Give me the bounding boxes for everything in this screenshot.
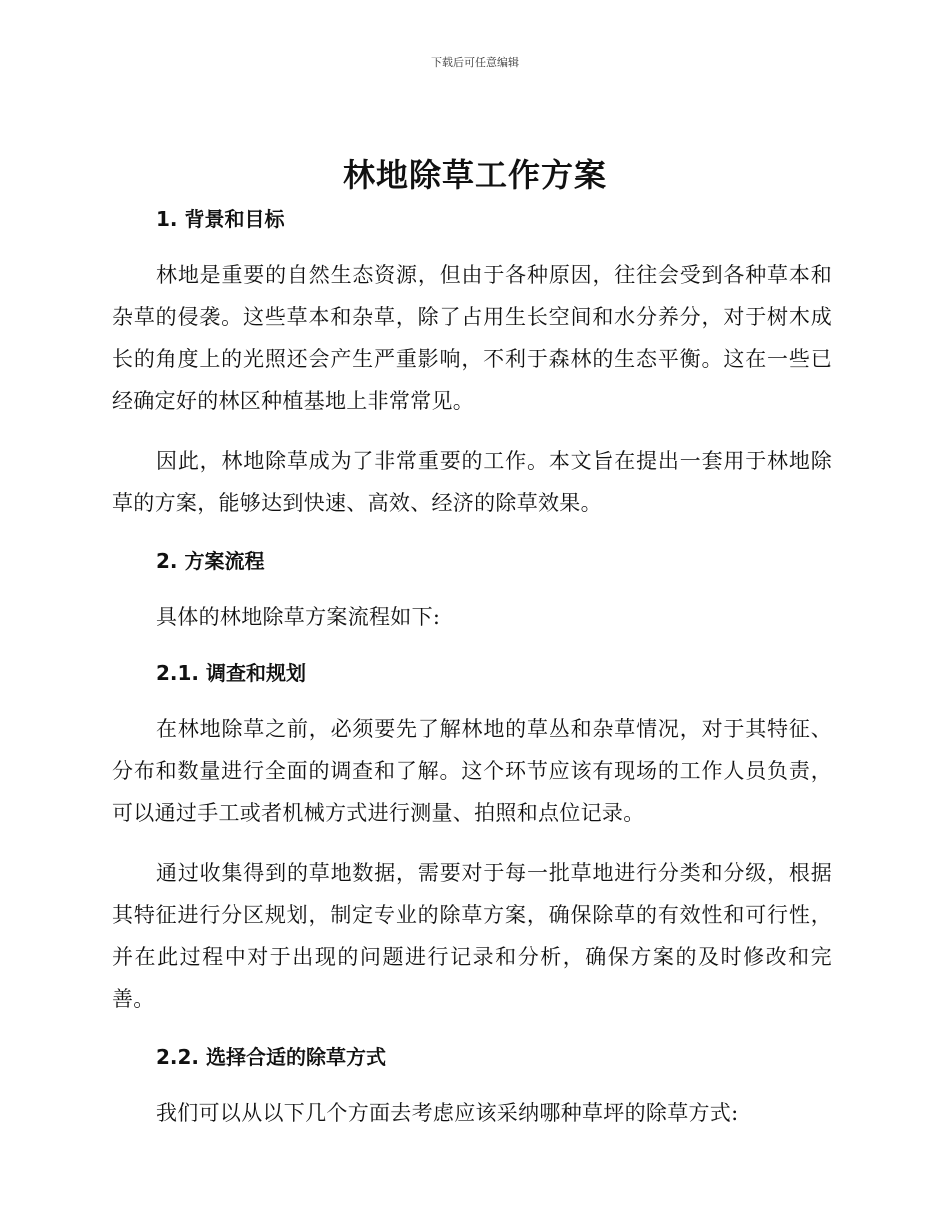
document-body bbox=[112, 202, 832, 1134]
document-title: 林地除草工作方案 bbox=[342, 156, 607, 194]
subsection-heading-survey: 2.1. 调查和规划 bbox=[156, 661, 306, 685]
page-header-note: 下载后可任意编辑 bbox=[431, 56, 519, 69]
paragraph-background: 林地是重要的自然生态资源，但由于各种原因，往往会受到各种草本和杂草的侵袭。这些草本和杂草，除了占用生长空间和水分养分，对于树木成长的角度上的光照还会产生严重影响，不利于森林的生态平衡。这在一些已经确定好的林区种植基地上非常常见。 bbox=[112, 263, 832, 413]
section-heading-background: 1. 背景和目标 bbox=[156, 207, 285, 231]
paragraph-process-intro: 具体的林地除草方案流程如下: bbox=[156, 605, 441, 629]
section-heading-process: 2. 方案流程 bbox=[156, 549, 265, 573]
paragraph-purpose: 因此，林地除草成为了非常重要的工作。本文旨在提出一套用于林地除草的方案，能够达到快速、高效、经济的除草效果。 bbox=[112, 449, 832, 515]
subsection-heading-method: 2.2. 选择合适的除草方式 bbox=[156, 1045, 386, 1069]
paragraph-survey: 在林地除草之前，必须要先了解林地的草丛和杂草情况，对于其特征、分布和数量进行全面的调查和了解。这个环节应该有现场的工作人员负责，可以通过手工或者机械方式进行测量、拍照和点位记录。 bbox=[112, 717, 832, 825]
paragraph-method-intro: 我们可以从以下几个方面去考虑应该采纳哪种草坪的除草方式: bbox=[156, 1101, 739, 1125]
paragraph-planning: 通过收集得到的草地数据，需要对于每一批草地进行分类和分级，根据其特征进行分区规划，制定专业的除草方案，确保除草的有效性和可行性，并在此过程中对于出现的问题进行记录和分析，确保方案的及时修改和完善。 bbox=[112, 861, 832, 1011]
